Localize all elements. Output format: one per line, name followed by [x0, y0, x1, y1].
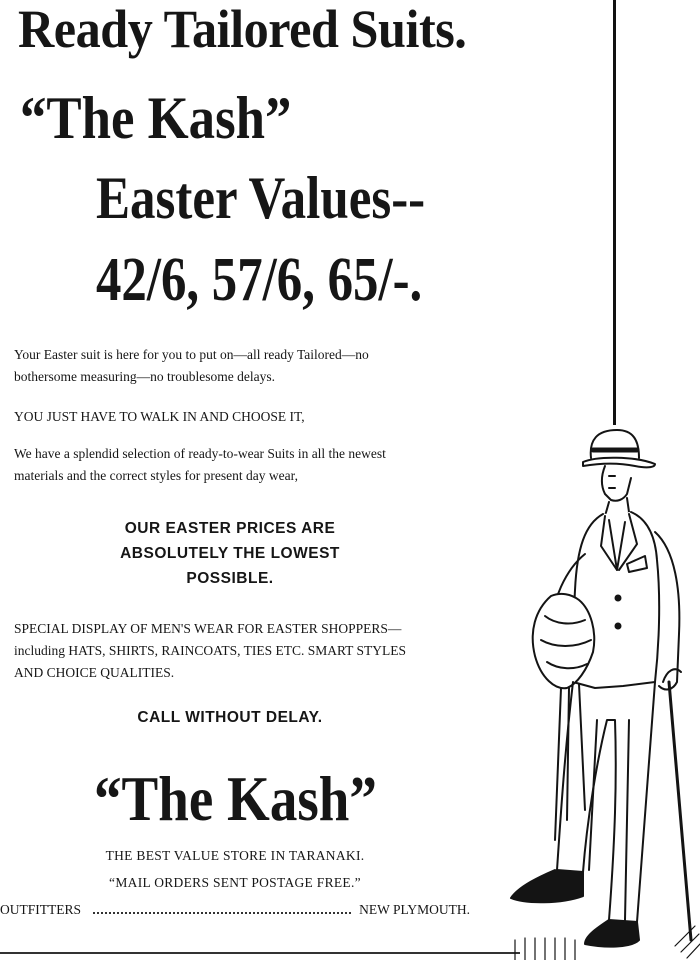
- prices-line: POSSIBLE.: [186, 570, 274, 587]
- paragraph-line: Your Easter suit is here for you to put on—all ready Tailored—no: [14, 347, 369, 362]
- headline-the-kash: “The Kash”: [20, 85, 292, 151]
- brand-text: “The Kash”: [93, 763, 377, 834]
- headline-easter-values: Easter Values--: [96, 165, 426, 231]
- paragraph-walk-in: YOU JUST HAVE TO WALK IN AND CHOOSE IT,: [14, 409, 305, 424]
- easter-prices-notice: [80, 516, 380, 591]
- footer-tagline: THE BEST VALUE STORE IN TARANAKI.: [105, 848, 365, 863]
- paragraph-easter-suit: [14, 344, 369, 388]
- man-in-suit-illustration: [505, 420, 700, 960]
- vertical-rule: [613, 0, 616, 425]
- call-without-delay: CALL WITHOUT DELAY.: [137, 709, 323, 726]
- headline-prices: 42/6, 57/6, 65/-.: [96, 246, 423, 314]
- dot-leader: [93, 912, 351, 914]
- paragraph-selection: [14, 443, 386, 487]
- paragraph-line: SPECIAL DISPLAY OF MEN'S WEAR FOR EASTER SHOPPERS—: [14, 621, 402, 636]
- footer-mail-orders: “MAIL ORDERS SENT POSTAGE FREE.”: [109, 875, 361, 890]
- headline-ready-tailored: Ready Tailored Suits.: [18, 0, 467, 59]
- paragraph-line: We have a splendid selection of ready-to-wear Suits in all the newest: [14, 446, 386, 461]
- footer-location: NEW PLYMOUTH.: [359, 902, 470, 917]
- paragraph-special-display: [14, 618, 406, 684]
- prices-line: ABSOLUTELY THE LOWEST: [120, 545, 340, 562]
- prices-line: OUR EASTER PRICES ARE: [124, 520, 336, 537]
- paragraph-line: materials and the correct styles for present day wear,: [14, 468, 298, 483]
- paragraph-line: AND CHOICE QUALITIES.: [14, 665, 175, 680]
- paragraph-line: bothersome measuring—no troublesome delays.: [14, 369, 275, 384]
- paragraph-line: including HATS, SHIRTS, RAINCOATS, TIES ETC. SMART STYLES: [14, 643, 407, 658]
- footer-address: [0, 902, 470, 918]
- bottom-rule: [0, 952, 520, 954]
- footer-outfitters: OUTFITTERS: [0, 902, 81, 917]
- footer-brand: [0, 762, 470, 836]
